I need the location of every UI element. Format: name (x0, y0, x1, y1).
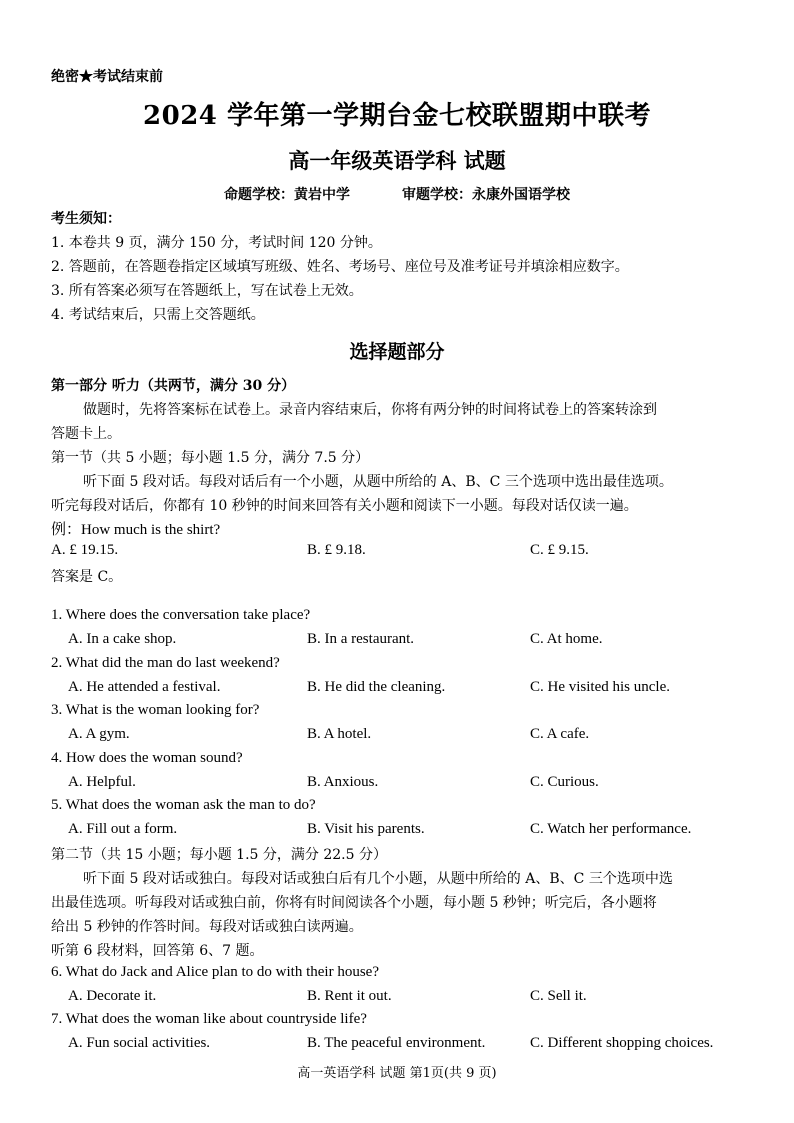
option-c: C. Sell it. (530, 988, 587, 1004)
confidential-label: 绝密★考试结束前 (51, 69, 163, 85)
option-a: A. Fun social activities. (68, 1035, 211, 1051)
section2-instruction: 听下面 5 段对话或独白。每段对话或独白后有几个小题，从题中所给的 A、B、C 三个选项中选 (83, 871, 673, 887)
section2-instruction: 给出 5 秒钟的作答时间。每段对话或独白读两遍。 (51, 919, 363, 935)
part1-intro-line: 答题卡上。 (51, 426, 121, 442)
example-question: 例：How much is the shirt? (51, 522, 221, 538)
question-3: 3. What is the woman looking for? (51, 702, 260, 718)
section2-heading: 第二节（共 15 小题；每小题 1.5 分，满分 22.5 分） (51, 847, 387, 863)
material-6-heading: 听第 6 段材料，回答第 6、7 题。 (51, 943, 264, 959)
option-a: A. He attended a festival. (68, 679, 221, 695)
option-a: A. A gym. (68, 726, 130, 742)
option-b: B. In a restaurant. (307, 631, 415, 647)
reviewer-school: 审题学校：永康外国语学校 (402, 187, 570, 203)
section1-instruction: 听下面 5 段对话。每段对话后有一个小题，从题中所给的 A、B、C 三个选项中选出最佳选项。 (83, 474, 673, 490)
question-2: 2. What did the man do last weekend? (51, 655, 280, 671)
option-b: B. He did the cleaning. (307, 679, 446, 695)
part1-intro-line: 做题时，先将答案标在试卷上。录音内容结束后，你将有两分钟的时间将试卷上的答案转涂到 (83, 402, 657, 418)
section2-instruction: 出最佳选项。听每段对话或独白前，你将有时间阅读各个小题，每小题 5 秒钟；听完后，各小题将 (51, 895, 657, 911)
part1-heading: 第一部分 听力（共两节，满分 30 分） (51, 378, 296, 394)
question-7: 7. What does the woman like about countryside life? (51, 1011, 367, 1027)
example-option-c: C. £ 9.15. (530, 542, 589, 558)
question-5: 5. What does the woman ask the man to do? (51, 797, 316, 813)
option-c: C. Different shopping choices. (530, 1035, 714, 1051)
exam-title: 2024 学年第一学期台金七校联盟期中联考 (143, 101, 651, 131)
option-a: A. Fill out a form. (68, 821, 178, 837)
notice-heading: 考生须知： (51, 211, 121, 227)
option-c: C. Curious. (530, 774, 599, 790)
notice-item: 4. 考试结束后，只需上交答题纸。 (51, 307, 265, 323)
notice-item: 1. 本卷共 9 页，满分 150 分，考试时间 120 分钟。 (51, 235, 382, 251)
example-option-b: B. £ 9.18. (307, 542, 366, 558)
option-b: B. The peaceful environment. (307, 1035, 486, 1051)
option-c: C. Watch her performance. (530, 821, 692, 837)
option-b: B. Rent it out. (307, 988, 392, 1004)
option-a: A. Decorate it. (68, 988, 157, 1004)
option-c: C. He visited his uncle. (530, 679, 670, 695)
exam-subtitle: 高一年级英语学科 试题 (288, 148, 506, 173)
school-info (0, 184, 794, 204)
section1-heading: 第一节（共 5 小题；每小题 1.5 分，满分 7.5 分） (51, 450, 370, 466)
example-answer: 答案是 C。 (51, 569, 123, 585)
setter-school: 命题学校：黄岩中学 (224, 187, 350, 203)
option-a: A. In a cake shop. (68, 631, 177, 647)
option-c: C. A cafe. (530, 726, 590, 742)
question-1: 1. Where does the conversation take place? (51, 607, 311, 623)
example-option-a: A. £ 19.15. (51, 542, 119, 558)
option-c: C. At home. (530, 631, 603, 647)
option-a: A. Helpful. (68, 774, 136, 790)
page-footer: 高一英语学科 试题 第1页(共 9 页) (297, 1066, 497, 1081)
notice-item: 3. 所有答案必须写在答题纸上，写在试卷上无效。 (51, 283, 363, 299)
section-title: 选择题部分 (349, 341, 445, 363)
notice-item: 2. 答题前，在答题卷指定区域填写班级、姓名、考场号、座位号及准考证号并填涂相应数字。 (51, 259, 629, 275)
question-4: 4. How does the woman sound? (51, 750, 243, 766)
option-b: B. Visit his parents. (307, 821, 425, 837)
section1-instruction: 听完每段对话后，你都有 10 秒钟的时间来回答有关小题和阅读下一小题。每段对话仅读一遍。 (51, 498, 638, 514)
option-b: B. Anxious. (307, 774, 379, 790)
question-6: 6. What do Jack and Alice plan to do with their house? (51, 964, 379, 980)
option-b: B. A hotel. (307, 726, 372, 742)
